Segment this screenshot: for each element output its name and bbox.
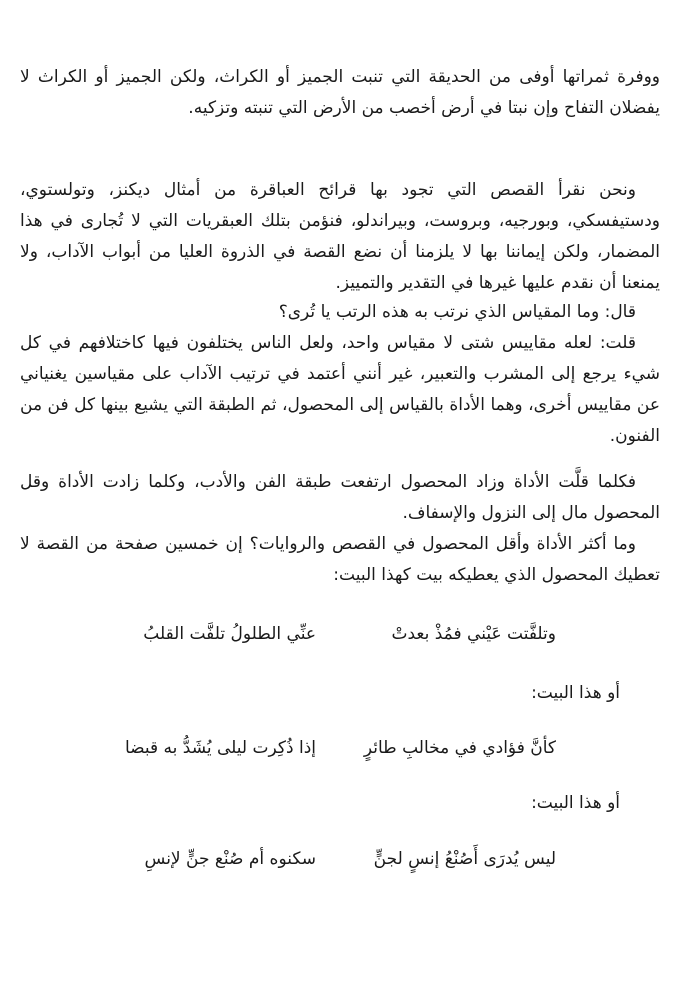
paragraph-5: فكلما قلَّت الأداة وزاد المحصول ارتفعت طبقة الفن والأدب، وكلما زادت الأداة وقل المحصول مال إلى النزول والإسفاف.	[20, 472, 660, 523]
verse-2-first-hemistich: كأنَّ فؤادي في مخالبِ طائرٍ	[363, 738, 556, 758]
paragraph-1: ووفرة ثمراتها أوفى من الحديقة التي تنبت الجميز أو الكراث، ولكن الجميز أو الكراث لا يفضلان التفاح وإن نبتا في أرض أخصب من الأرض التي تنبته وتزكيه.	[20, 67, 660, 118]
paragraph-6: وما أكثر الأداة وأقل المحصول في القصص والروايات؟ إن خمسين صفحة من القصة لا تعطيك المحصول الذي يعطيكه بيت كهذا البيت:	[20, 534, 660, 585]
paragraph-3: قال: وما المقياس الذي نرتب به هذه الرتب يا تُرى؟	[278, 302, 636, 322]
verse-1-second-hemistich: عنِّي الطلولُ تلفَّت القلبُ	[143, 624, 316, 644]
verse-3-second-hemistich: سكنوه أم صُنْع جنٍّ لإنسِ	[144, 849, 316, 869]
verse-intro-2: أو هذا البيت:	[531, 793, 620, 813]
verse-3-first-hemistich: ليس يُدرَى أَصُنْعُ إنسٍ لجنٍّ	[373, 849, 556, 869]
verse-2-second-hemistich: إذا ذُكِرت ليلى يُشَدُّ به قبضا	[124, 738, 316, 758]
paragraph-2: ونحن نقرأ القصص التي تجود بها قرائح العباقرة من أمثال ديكنز، وتولستوي، ودستيفسكي، وبورجيه، وبروست، وبيراندلو، فنؤمن بتلك العبقريات التي لا تُجارى في هذا المضمار، ولكن إيماننا بها لا يلزمنا أن نضع القصة في الذروة العليا من أبواب الآداب، ولا يمنعنا أن نقدم عليها غيرها في التقدير والتمييز.	[20, 180, 660, 293]
verse-1-first-hemistich: وتلفَّتت عَيْني فمُذْ بعدتْ	[391, 624, 556, 644]
verse-1	[0, 619, 684, 649]
verse-intro-1: أو هذا البيت:	[531, 683, 620, 703]
paragraph-4: قلت: لعله مقاييس شتى لا مقياس واحد، ولعل الناس يختلفون فيها كاختلافهم في كل شيء يرجع إلى المشرب والتعبير، غير أنني أعتمد في ترتيب الآداب على مقياسين يغنياني عن مقاييس أخرى، وهما الأداة بالقياس إلى المحصول، ثم الطبقة التي يشيع بينها كل فن من الفنون.	[20, 333, 660, 446]
verse-2	[0, 733, 684, 763]
verse-3	[0, 844, 684, 874]
